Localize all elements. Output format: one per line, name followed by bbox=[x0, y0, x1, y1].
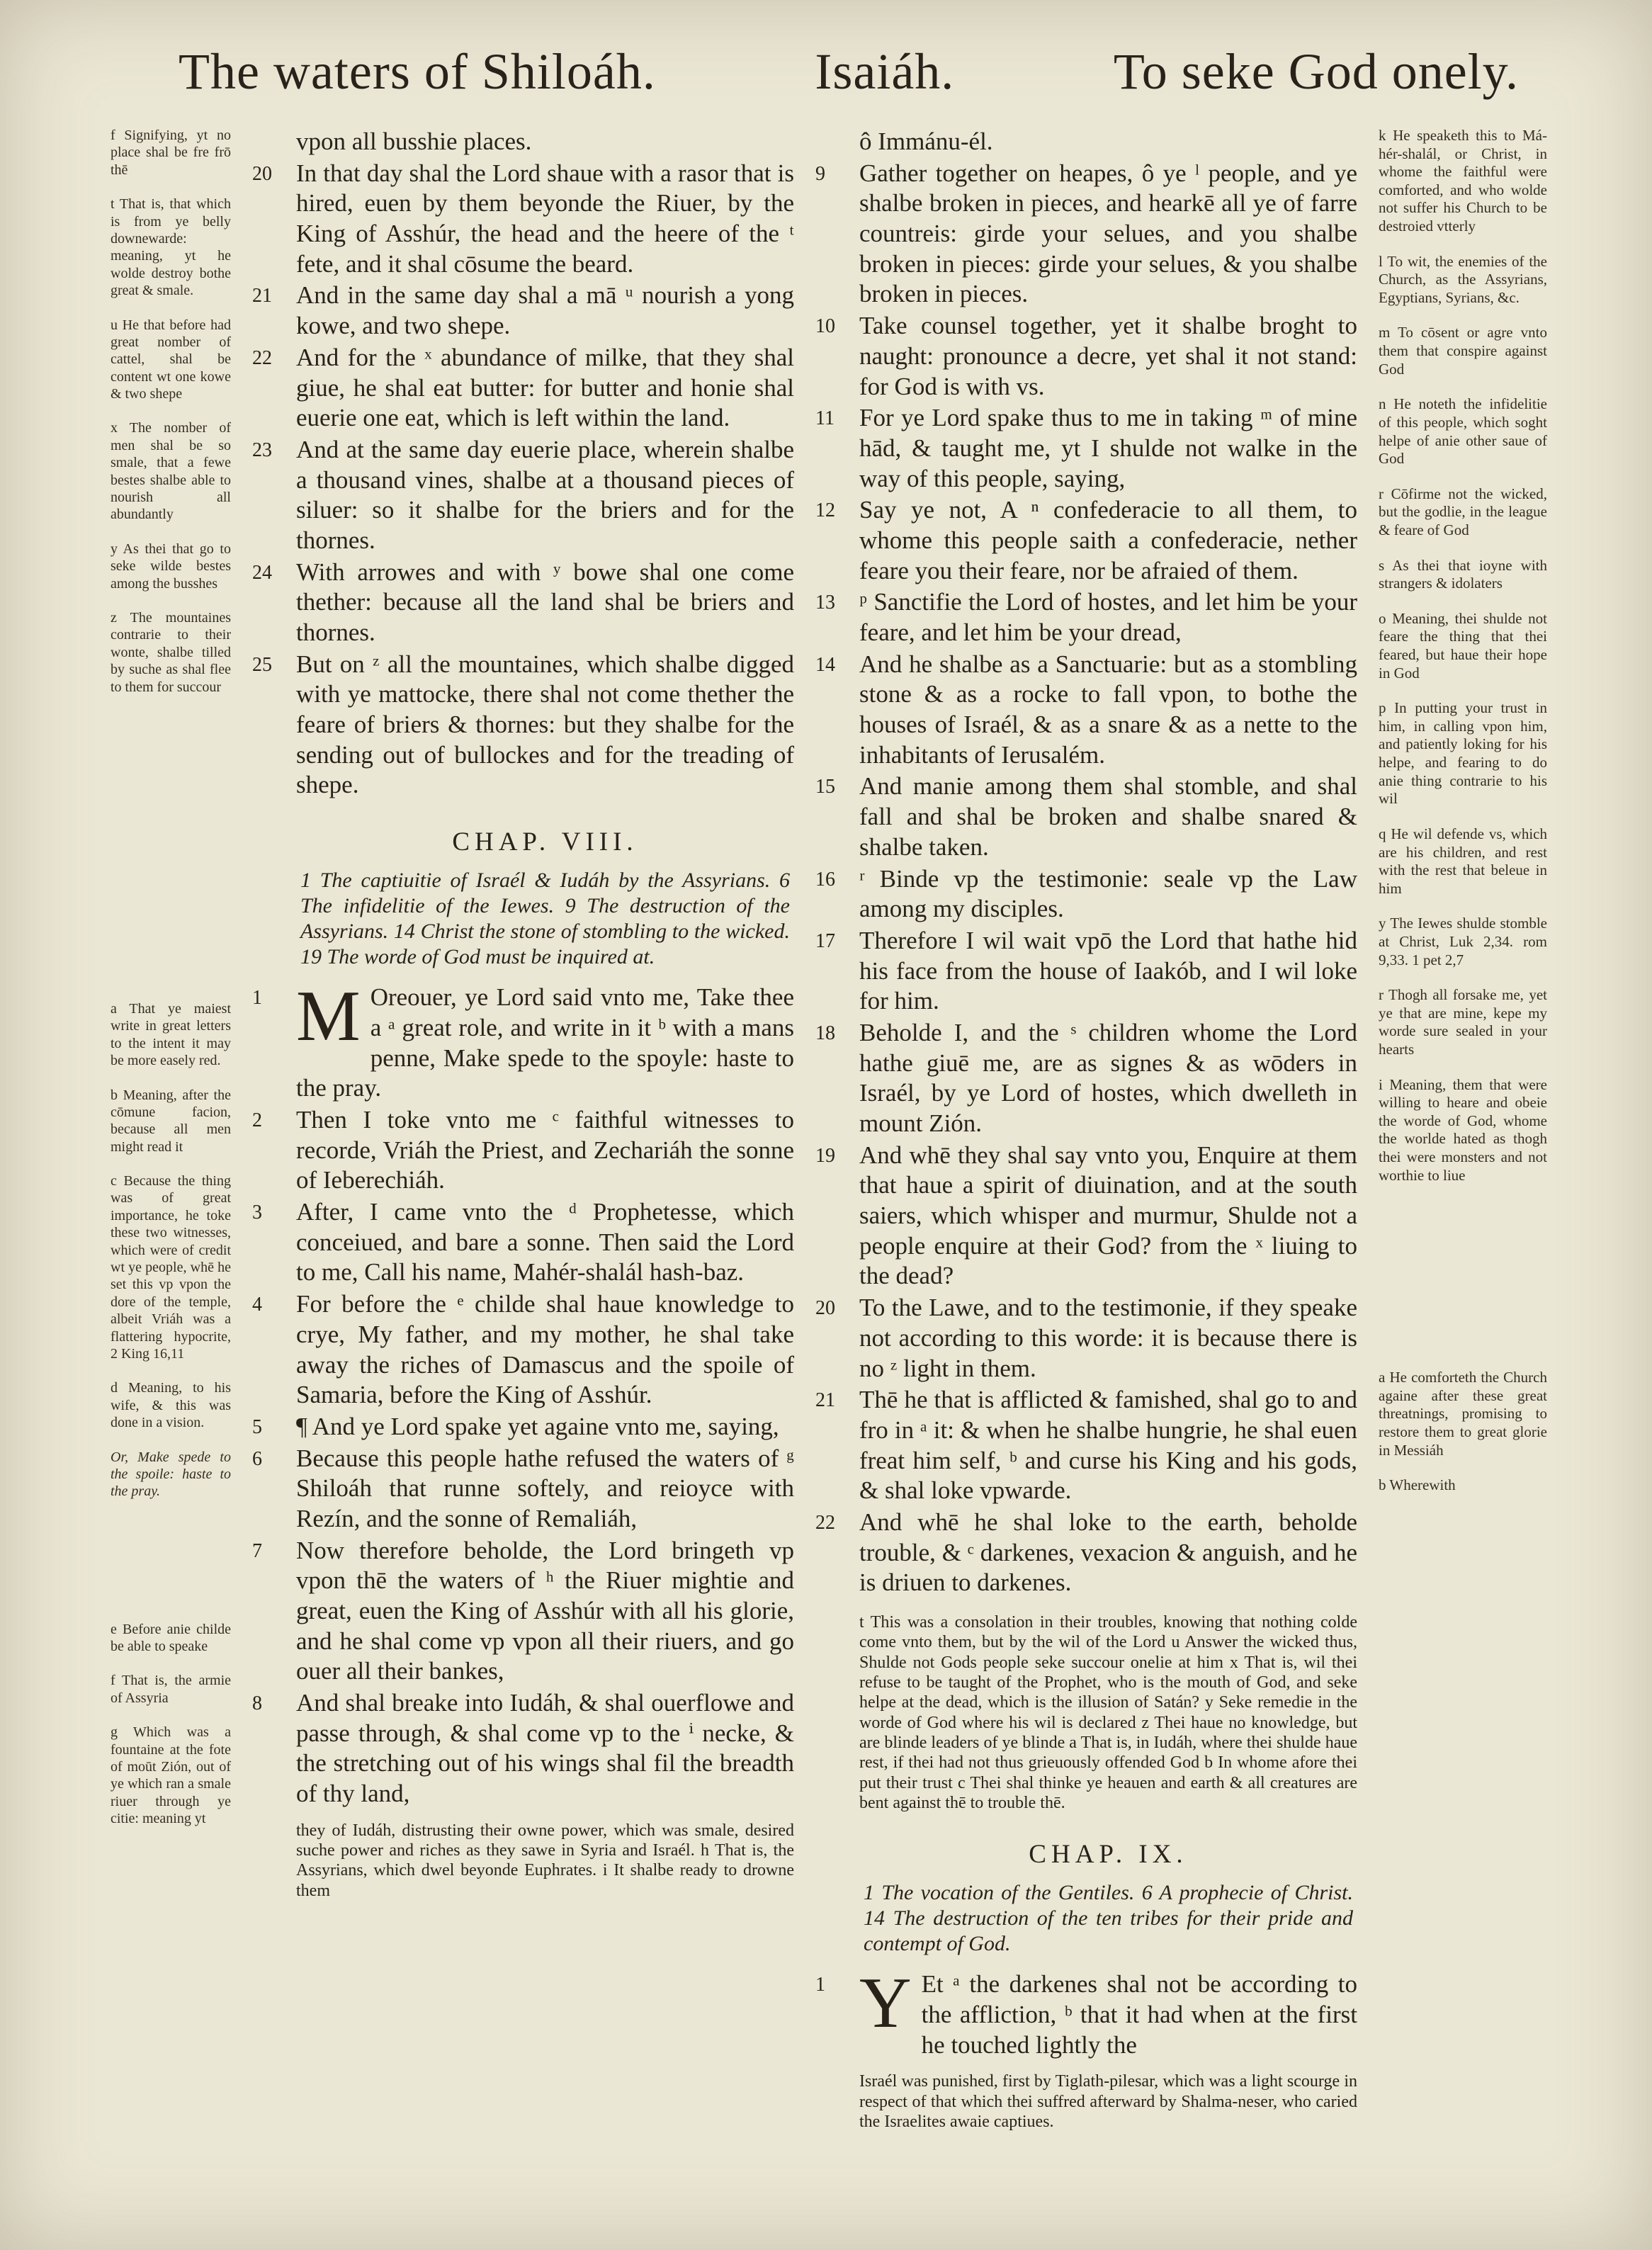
verse-number: 22 bbox=[252, 346, 272, 369]
chapter-argument: 1 The captiuitie of Israél & Iudáh by the Assyrians. 6 The infidelitie of the Iewes. 9 The destruction of the Assyrians. 14 Christ the stone of stombling to the wicked. 19 The worde of God must be inquired at. bbox=[300, 869, 790, 969]
chapter-heading: CHAP. IX. bbox=[1029, 1840, 1188, 1870]
margin-note: q He wil defende vs, which are his children, and rest with the rest that beleue in him bbox=[1379, 825, 1547, 897]
margin-note: r Cōfirme not the wicked, but the godlie, in the league & feare of God bbox=[1379, 485, 1547, 538]
verse-number: 19 bbox=[815, 1144, 835, 1167]
verse-text: And at the same day euerie place, wherein shalbe a thousand vines, shalbe at a thousand pieces of siluer: so it shalbe for the briers and for the thornes. bbox=[296, 435, 794, 554]
verse-text: Therefore I wil wait vpō the Lord that hathe hid his face from the house of Iaakób, and I wil loke for him. bbox=[859, 926, 1357, 1015]
text-column-2 bbox=[815, 127, 1357, 2132]
verse-text: And whē he shal loke to the earth, beholde trouble, & ᶜ darkenes, vexacion & anguish, and he is driuen to darkenes. bbox=[859, 1508, 1357, 1597]
verse-text: For before the ᵉ childe shal haue knowledge to crye, My father, and my mother, he shal take away the riches of Damascus and the spoile of Samaria, before the King of Asshúr. bbox=[296, 1290, 794, 1409]
margin-note: z The mountaines contrarie to their wonte, shalbe tilled by suche as shal flee to them for succour bbox=[111, 609, 231, 695]
verse-number: 16 bbox=[815, 868, 835, 891]
running-head bbox=[111, 43, 1547, 101]
drop-cap: Y bbox=[859, 1963, 912, 2044]
footnote-block: t This was a consolation in their troubles, knowing that nothing colde come vnto them, but by the wil of the Lord u Answer the wicked thus, Shulde not Gods people seke succour onelie at him x That is, wil thei refuse to be taught of the Prophet, who is the mouth of God, and seke helpe at the dead, which is the illusion of Satán? y Seke remedie in the worde of God where his wil is declared z Thei haue no knowledge, but are blinde leaders of ye blinde a That is, in Iudáh, where thei shulde haue rest, if thei had not thus grieuously offended God b In whome afore thei put their trust c Thei shal thinke ye heauen and earth & all creatures are bent against thē to trouble thē. bbox=[859, 1613, 1357, 1812]
verse bbox=[815, 403, 1357, 494]
drop-cap: M bbox=[296, 976, 361, 1057]
margin-note: a He comforteth the Church againe after these great threatnings, promising to restore them to great glorie in Messiáh bbox=[1379, 1369, 1547, 1459]
verse-text: And for the ˣ abundance of milke, that they shal giue, he shal eat butter: for butter and honie shal euerie one eat, which is left within the land. bbox=[296, 343, 794, 432]
verse bbox=[252, 1444, 794, 1534]
verse-text: But on ᶻ all the mountaines, which shalbe digged with ye mattocke, there shal not come thether the feare of briers & thornes: but they shalbe for the sending out of bullockes and for the treading of shepe. bbox=[296, 650, 794, 799]
verse-text: And whē they shal say vnto you, Enquire at them that haue a spirit of diuination, and at the south saiers, which whisper and murmur, Shulde not a people enquire at their God? from the ˣ liuing to the dead? bbox=[859, 1141, 1357, 1290]
verse-text: ¶ And ye Lord spake yet againe vnto me, saying, bbox=[296, 1412, 779, 1440]
margin-note: y As thei that go to seke wilde bestes among the busshes bbox=[111, 541, 231, 592]
verse-number: 9 bbox=[815, 162, 825, 185]
verse-number: 5 bbox=[252, 1415, 262, 1438]
verse-text: Et ᵃ the darkenes shal not be according to the affliction, ᵇ that it had when at the first he touched lightly the bbox=[921, 1970, 1357, 2059]
verse bbox=[252, 1197, 794, 1288]
verse-number: 22 bbox=[815, 1511, 835, 1534]
margin-note: u He that before had great nomber of cattel, shal be content wt one kowe & two shepe bbox=[111, 317, 231, 402]
verse bbox=[815, 1508, 1357, 1598]
margin-note: t That is, that which is from ye belly downewarde: meaning, yt he wolde destroy bothe great & smale. bbox=[111, 196, 231, 299]
verse bbox=[815, 1963, 1357, 2060]
verse-number: 13 bbox=[815, 592, 835, 614]
margin-note: l To wit, the enemies of the Church, as the Assyrians, Egyptians, Syrians, &c. bbox=[1379, 252, 1547, 306]
verse bbox=[252, 558, 794, 648]
verse-continuation: ô Immánu-él. bbox=[859, 128, 993, 155]
verse-number: 15 bbox=[815, 776, 835, 798]
left-margin-notes bbox=[111, 127, 231, 1845]
verse bbox=[815, 1385, 1357, 1506]
margin-note: s As thei that ioyne with strangers & idolaters bbox=[1379, 556, 1547, 592]
column-footnote: they of Iudáh, distrusting their owne power, which was smale, desired suche power and riches as they sawe in Syria and Israél. h That is, the Assyrians, which dwel beyonde Euphrates. i It shalbe ready to drowne them bbox=[296, 1821, 794, 1900]
verse-text: And in the same day shal a mā ᵘ nourish a yong kowe, and two shepe. bbox=[296, 281, 794, 340]
margin-note: b Meaning, after the cōmune facion, because all men might read it bbox=[111, 1087, 231, 1155]
verse bbox=[252, 1412, 794, 1442]
verse-text: To the Lawe, and to the testimonie, if they speake not according to this worde: it is because there is no ᶻ light in them. bbox=[859, 1294, 1357, 1382]
margin-note: o Meaning, thei shulde not feare the thing that thei feared, but haue their hope in God bbox=[1379, 609, 1547, 682]
verse-text: Oreouer, ye Lord said vnto me, Take thee a ᵃ great role, and write in it ᵇ with a mans penne, Make spede to the spoyle: haste to the pray. bbox=[296, 983, 794, 1102]
verse bbox=[815, 587, 1357, 648]
running-head-center: Isaiáh. bbox=[815, 43, 955, 100]
page-body bbox=[111, 127, 1547, 2132]
verse-text: And shal breake into Iudáh, & shal ouerflowe and passe through, & shal come vp to the ⁱ necke, & the stretching out of his wings shal fil the breadth of thy land, bbox=[296, 1689, 794, 1808]
verse-continuation: vpon all busshie places. bbox=[296, 128, 532, 155]
margin-note: d Meaning, to his wife, & this was done in a vision. bbox=[111, 1380, 231, 1431]
verse bbox=[815, 159, 1357, 310]
verse-number: 4 bbox=[252, 1294, 262, 1316]
verse-text: Beholde I, and the ˢ children whome the Lord hathe giuē me, are as signes & as wōders in Israél, by ye Lord of hostes, which dwelleth in mount Zión. bbox=[859, 1018, 1357, 1137]
verse-number: 10 bbox=[815, 315, 835, 338]
verse-number: 14 bbox=[815, 653, 835, 676]
margin-note: b Wherewith bbox=[1379, 1476, 1456, 1494]
verse-number: 8 bbox=[252, 1692, 262, 1715]
verse bbox=[815, 1293, 1357, 1384]
verse bbox=[815, 771, 1357, 862]
margin-note: y The Iewes shulde stomble at Christ, Luk 2,34. rom 9,33. 1 pet 2,7 bbox=[1379, 915, 1547, 968]
verse-text: Gather together on heapes, ô ye ˡ people, and ye shalbe broken in pieces, and hearkē all ye of farre countreis: girde your selues, and you shalbe broken in pieces: girde your selues, & you shalbe broken in pieces. bbox=[859, 159, 1357, 308]
verse bbox=[252, 435, 794, 556]
text-column-1 bbox=[252, 127, 794, 1901]
verse-number: 1 bbox=[815, 1974, 825, 1996]
verse-text: Because this people hathe refused the waters of ᵍ Shiloáh that runne softely, and reioyce with Rezín, and the sonne of Remaliáh, bbox=[296, 1444, 794, 1532]
verse-number: 21 bbox=[815, 1389, 835, 1412]
verse bbox=[815, 311, 1357, 402]
verse-number: 25 bbox=[252, 653, 272, 676]
verse bbox=[815, 926, 1357, 1017]
verse bbox=[815, 1018, 1357, 1139]
verse-text: ʳ Binde vp the testimonie: seale vp the Law among my disciples. bbox=[859, 864, 1357, 923]
verse-number: 24 bbox=[252, 561, 272, 584]
margin-note: Or, Make spede to the spoile: haste to the pray. bbox=[111, 1449, 231, 1500]
verse bbox=[815, 864, 1357, 925]
verse bbox=[815, 650, 1357, 771]
chapter-heading: CHAP. VIII. bbox=[452, 827, 638, 857]
verse-number: 18 bbox=[815, 1022, 835, 1044]
verse bbox=[252, 650, 794, 801]
verse bbox=[252, 1105, 794, 1196]
verse-number: 23 bbox=[252, 439, 272, 461]
verse bbox=[252, 1289, 794, 1411]
margin-note: f That is, the armie of Assyria bbox=[111, 1673, 231, 1706]
right-margin-notes bbox=[1379, 127, 1547, 1512]
margin-note: g Which was a fountaine at the fote of moūt Zión, out of ye which ran a smale riuer through ye citie: meaning yt bbox=[111, 1724, 231, 1827]
verse-text: And he shalbe as a Sanctuarie: but as a stombling stone & as a rocke to fall vpon, to bothe the houses of Israél, & as a snare & as a nette to the inhabitants of Ierusalém. bbox=[859, 650, 1357, 769]
verse-number: 6 bbox=[252, 1447, 262, 1470]
margin-note: n He noteth the infidelitie of this people, which soght helpe of anie other saue of God bbox=[1379, 395, 1547, 468]
verse bbox=[815, 495, 1357, 586]
verse-text: In that day shal the Lord shaue with a rasor that is hired, euen by them beyonde the Riuer, by the King of Asshúr, the head and the heere of the ᵗ fete, and it shal cōsume the beard. bbox=[296, 159, 794, 278]
margin-note: x The nomber of men shal be so smale, that a fewe bestes shalbe able to nourish all abundantly bbox=[111, 420, 231, 523]
verse-text: Thē he that is afflicted & famished, shal go to and fro in ᵃ it: & when he shalbe hungrie, he shal euen freat him self, ᵇ and curse his King and his gods, & shal loke vpwarde. bbox=[859, 1386, 1357, 1505]
verse-number: 20 bbox=[815, 1297, 835, 1320]
verse bbox=[252, 159, 794, 280]
verse-text: After, I came vnto the ᵈ Prophetesse, which conceiued, and bare a sonne. Then said the Lord to me, Call his name, Mahér-shalál hash-baz. bbox=[296, 1198, 794, 1287]
verse-text: Then I toke vnto me ᶜ faithful witnesses to recorde, Vriáh the Priest, and Zechariáh the sonne of Ieberechiáh. bbox=[296, 1106, 794, 1194]
verse-number: 21 bbox=[252, 285, 272, 307]
verse-text: For ye Lord spake thus to me in taking ᵐ of mine hād, & taught me, yt I shulde not walke in the way of this people, saying, bbox=[859, 404, 1357, 492]
verse-text: Now therefore beholde, the Lord bringeth vp vpon thē the waters of ʰ the Riuer mightie and great, euen the King of Asshúr with all his glorie, and he shal come vp vpon all their riuers, and go ouer all their bankes, bbox=[296, 1536, 794, 1685]
margin-note: i Meaning, them that were willing to heare and obeie the worde of God, whome the worlde hated as thogh thei were monsters and not worthie to liue bbox=[1379, 1075, 1547, 1184]
margin-note: k He speaketh this to Má-hér-shalál, or Christ, in whome the faithful were comforted, and who wolde not suffer his Church to be destroied vtterly bbox=[1379, 127, 1547, 235]
margin-note: f Signifying, yt no place shal be fre frō thē bbox=[111, 128, 231, 178]
verse-number: 20 bbox=[252, 162, 272, 185]
verse-text: With arrowes and with ʸ bowe shal one come thether: because all the land shal be briers and thornes. bbox=[296, 558, 794, 646]
chapter-argument: 1 The vocation of the Gentiles. 6 A prophecie of Christ. 14 The destruction of the ten tribes for their pride and contempt of God. bbox=[864, 1881, 1353, 1956]
verse bbox=[252, 1536, 794, 1687]
verse bbox=[252, 343, 794, 434]
verse-text: Take counsel together, yet it shalbe broght to naught: pronounce a decre, yet shal it not stand: for God is with vs. bbox=[859, 312, 1357, 400]
verse-number: 3 bbox=[252, 1202, 262, 1224]
margin-note: c Because the thing was of great importance, he toke these two witnesses, which were of credit wt ye people, whē he set this vp vpon the dore of the temple, albeit Vriáh was a flattering hypocrite, 2 King 16,11 bbox=[111, 1173, 231, 1362]
verse-text: ᵖ Sanctifie the Lord of hostes, and let him be your feare, and let him be your dread, bbox=[859, 588, 1357, 646]
verse-number: 11 bbox=[815, 407, 835, 430]
verse-number: 2 bbox=[252, 1109, 262, 1131]
verse bbox=[815, 1141, 1357, 1291]
margin-note: a That ye maiest write in great letters to the intent it may be more easely red. bbox=[111, 1000, 231, 1069]
margin-note: e Before anie childe be able to speake bbox=[111, 1621, 231, 1655]
margin-note: r Thogh all forsake me, yet ye that are mine, kepe my worde sure sealed in your hearts bbox=[1379, 986, 1547, 1058]
running-head-left: The waters of Shiloáh. bbox=[179, 43, 656, 100]
verse bbox=[252, 1688, 794, 1809]
verse-number: 7 bbox=[252, 1539, 262, 1562]
verse bbox=[252, 976, 794, 1104]
verse-text: And manie among them shal stomble, and shal fall and shal be broken and shalbe snared & shalbe taken. bbox=[859, 772, 1357, 861]
verse-text: Say ye not, A ⁿ confederacie to all them, to whome this people saith a confederacie, nether feare you their feare, nor be afraied of them. bbox=[859, 496, 1357, 584]
column-footnote: Israél was punished, first by Tiglath-pilesar, which was a light scourge in respect of that which thei suffred afterward by Shalma-neser, who caried the Israelites awaie captiues. bbox=[859, 2072, 1357, 2131]
verse bbox=[252, 281, 794, 341]
margin-note: m To cōsent or agre vnto them that conspire against God bbox=[1379, 324, 1547, 378]
margin-note: p In putting your trust in him, in calling vpon him, and patiently loking for his helpe, and fearing to do anie thing contrarie to his wil bbox=[1379, 699, 1547, 808]
verse-number: 12 bbox=[815, 499, 835, 522]
verse-number: 17 bbox=[815, 929, 835, 952]
verse-number: 1 bbox=[252, 987, 262, 1010]
running-head-right: To seke God onely. bbox=[1113, 43, 1519, 100]
